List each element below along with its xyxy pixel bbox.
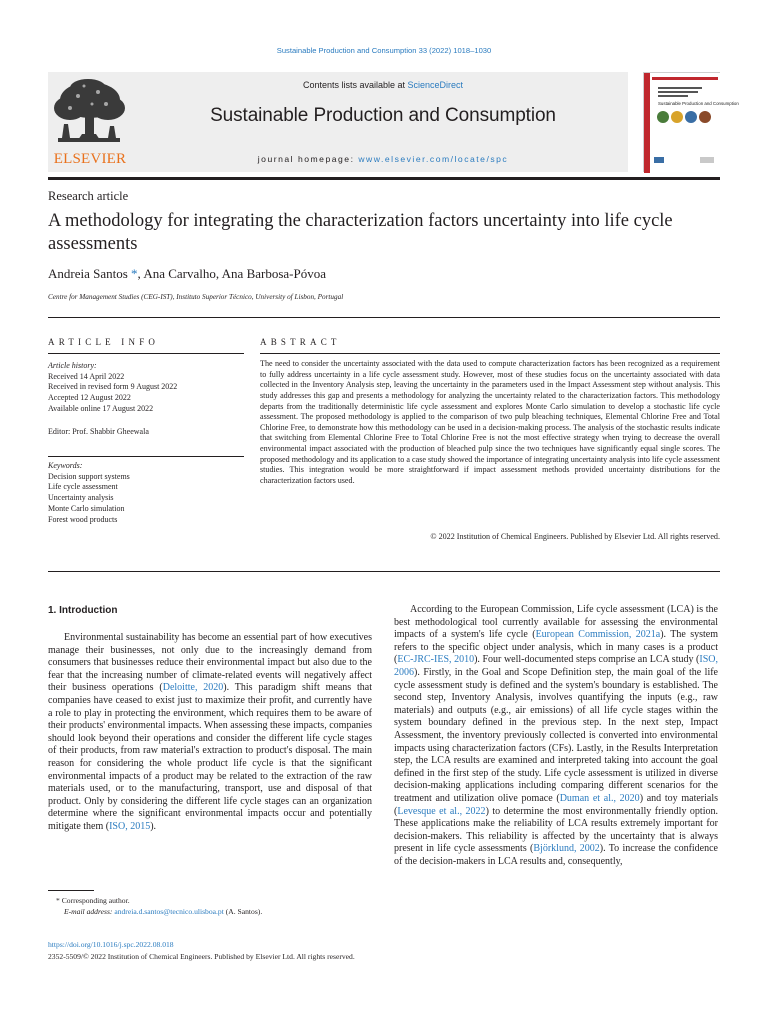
homepage-line [160,154,606,164]
article-info-heading: ARTICLE INFO [48,337,160,347]
journal-homepage-link[interactable]: www.elsevier.com/locate/spc [358,154,509,164]
email-suffix: (A. Santos). [223,907,263,916]
editor-line: Editor: Prof. Shabbir Gheewala [48,427,149,436]
citation-link[interactable]: ISO, 2015 [109,820,151,832]
text-run: ) and toy materials ( [394,792,718,817]
cover-title-text: Sustainable Production and Consumption [658,101,739,106]
abstract-copyright: © 2022 Institution of Chemical Engineers. Published by Elsevier Ltd. All rights reserved. [430,532,720,541]
abstract-bottom-divider [48,571,720,572]
journal-cover-thumbnail[interactable] [643,72,739,172]
header-divider [48,177,720,180]
author-name[interactable]: Andreia Santos [48,266,128,281]
history-item: Accepted 12 August 2022 [48,393,131,403]
keyword-item: Life cycle assessment [48,482,118,492]
abstract-divider [260,353,720,354]
history-item: Received 14 April 2022 [48,371,125,381]
keywords-divider [48,456,244,457]
citation-link[interactable]: European Commission, 2021a [535,629,661,641]
journal-reference-link[interactable]: Sustainable Production and Consumption 33 (2022) 1018–1030 [276,46,492,55]
keywords-label: Keywords: [48,461,83,470]
footnote-line [48,895,372,906]
section-heading-introduction: 1. Introduction [48,605,118,616]
text-run: ). The system refers to the specific object under analysis, which in many cases is a product ( [394,629,718,666]
keyword-item: Forest wood products [48,514,118,524]
text-run: ). To increase the confidence of the decision-makers in LCA results and, consequently, [394,843,718,867]
citation-link[interactable]: Levesque et al., 2022 [397,805,486,817]
footnote [48,895,372,917]
history-label: Article history: [48,361,97,370]
text-run: ) to determine the most environmentally friendly option. These applications make the reliability of LCA results extremely important for decision-makers. This reliability is affected by the uncertainty that is always present in life cycle assessments ( [394,805,718,855]
abstract-heading: ABSTRACT [260,337,341,347]
keyword-item: Uncertainty analysis [48,493,114,503]
title-divider [48,317,720,318]
journal-title: Sustainable Production and Consumption [210,105,556,126]
text-run: ). Four well-documented steps comprise an LCA study ( [474,654,700,666]
doi-link[interactable]: https://doi.org/10.1016/j.spc.2022.08.018 [48,940,174,949]
publisher-name: ELSEVIER [53,151,127,167]
email-label: E-mail address: [64,907,115,916]
keyword-item: Decision support systems [48,471,130,481]
article-history [48,361,244,415]
footnote-mark: * [56,896,60,905]
body-paragraph [48,632,372,834]
article-info-divider [48,353,244,354]
contents-line [160,80,606,90]
footnote-label: Corresponding author. [61,896,130,905]
keyword-item: Monte Carlo simulation [48,503,125,513]
footnote-divider [48,890,94,891]
history-item: Received in revised form 9 August 2022 [48,382,178,392]
homepage-prefix: journal homepage: [257,154,359,164]
body-paragraph [394,604,718,868]
issn-line: 2352-5509/© 2022 Institution of Chemical Engineers. Published by Elsevier Ltd. All rights reserved. [48,952,355,961]
author-affiliation: Centre for Management Studies (CEG-IST), Instituto Superior Técnico, University of Lisbon, Portugal [48,293,344,301]
text-run: According to the European Commission, Life cycle assessment (LCA) is the best methodological tool currently available for assessing the environmental impacts of a system's life cycle ( [394,604,718,641]
text-run: ). This paradigm shift means that companies have ceased to exist just to maximize their profit, and currently have a role to play in protecting the environment, which requires them to be aware of their products' environmental impacts. When assessing these impacts, companies should look beyond their operations and consider the different life cycle stages of their products, from raw material's extraction to product's disposal. The main reason for considering the whole product life cycle is that the significant environmental impacts of a product may be related to the extraction of the raw materials used, or to the manufacturing, transport, use and disposal of that product. Only by considering the different life cycle stages can an organization determine where the significant environmental impacts occur and potentially mitigate them ( [48,682,373,832]
email-line [48,906,372,917]
author-list [48,266,326,282]
keywords-list [48,461,244,525]
citation-link[interactable]: ISO, 2006 [394,654,718,678]
history-item: Available online 17 August 2022 [48,403,154,413]
citation-link[interactable]: Deloitte, 2020 [162,682,224,694]
article-type: Research article [48,189,129,203]
corresponding-author-mark[interactable]: * [127,266,138,281]
text-run: Environmental sustainability has become an essential part of how executives manage their businesses, not only due to the increasingly demand from consumers that businesses reduce their environmental impact but also due to the fear that the increasing number of climate-related events will negatively affect their business operations ( [48,632,372,694]
email-link[interactable]: andreia.d.santos@tecnico.ulisboa.pt [114,907,224,916]
sciencedirect-link[interactable]: ScienceDirect [407,80,464,90]
citation-link[interactable]: EC-JRC-IES, 2010 [397,654,475,666]
article-title: A methodology for integrating the characterization factors uncertainty into life cycle assessments [48,211,673,254]
citation-link[interactable]: Björklund, 2002 [533,843,600,855]
text-run: ). Firstly, in the Goal and Scope Definition step, the main goal of the life cycle assessment study is defined and the system's boundary is established. The second step, Inventory Analysis, involves quantifying the inputs (e.g., raw materials) and outputs (e.g., air emissions) of all life cycle stages within the system boundary defined in the previous step. In the next step, Impact Assessment, the inventory previously collected is converted into environmental impacts using characterization factors (CFs). Lastly, in the Results Interpretation step, the LCA results are examined and interpreted taking into account the goal defined in the first step of the study. Life cycle assessment is utilized in diverse decision-making applications including comparing different scenarios for the treatment and utilization olive pomace ( [394,666,718,804]
coauthor-names[interactable]: , Ana Carvalho, Ana Barbosa-Póvoa [137,266,327,281]
abstract-text: The need to consider the uncertainty associated with the data used to compute characterization factors has been recognized as a requirement to fully address uncertainty in a life cycle assessment study. However, most of these studies focus on the uncertainty associated with data collected in the Inventory Analysis step, leaving the uncertainty in the parameters used in the Impact Assessment step without analysis. This study addresses this gap and presents a methodology for analyzing the uncertainty related to the characterization factors. This methodology departs from the traditionally deterministic life cycle assessment and explores Monte Carlo simulation to develop a stochastic life cycle assessment. The proposed methodology is applied to the comparison of two pulp bleaching techniques, Elemental Chlorine Free and Total Chlorine Free, to demonstrate how this methodology can be used in a decision-making process. The analysis of the stochastic results indicate that switching from Elemental Chlorine Free to Total Chlorine Free is not the most effective strategy when trying to decrease the overall environmental impact associated with the production of bleached pulp since the two techniques have significantly equal single scores. The proposed methodology and its application to a case study showed the importance of integrating uncertainty analysis into life cycle assessment studies. This integration would be more straightforward if impact assessment methods provided uncertainty distributions for the characterization factors used. [260,359,720,485]
contents-prefix: Contents lists available at [302,80,408,90]
citation-link[interactable]: Duman et al., 2020 [559,792,640,804]
text-run: ). [150,820,157,832]
